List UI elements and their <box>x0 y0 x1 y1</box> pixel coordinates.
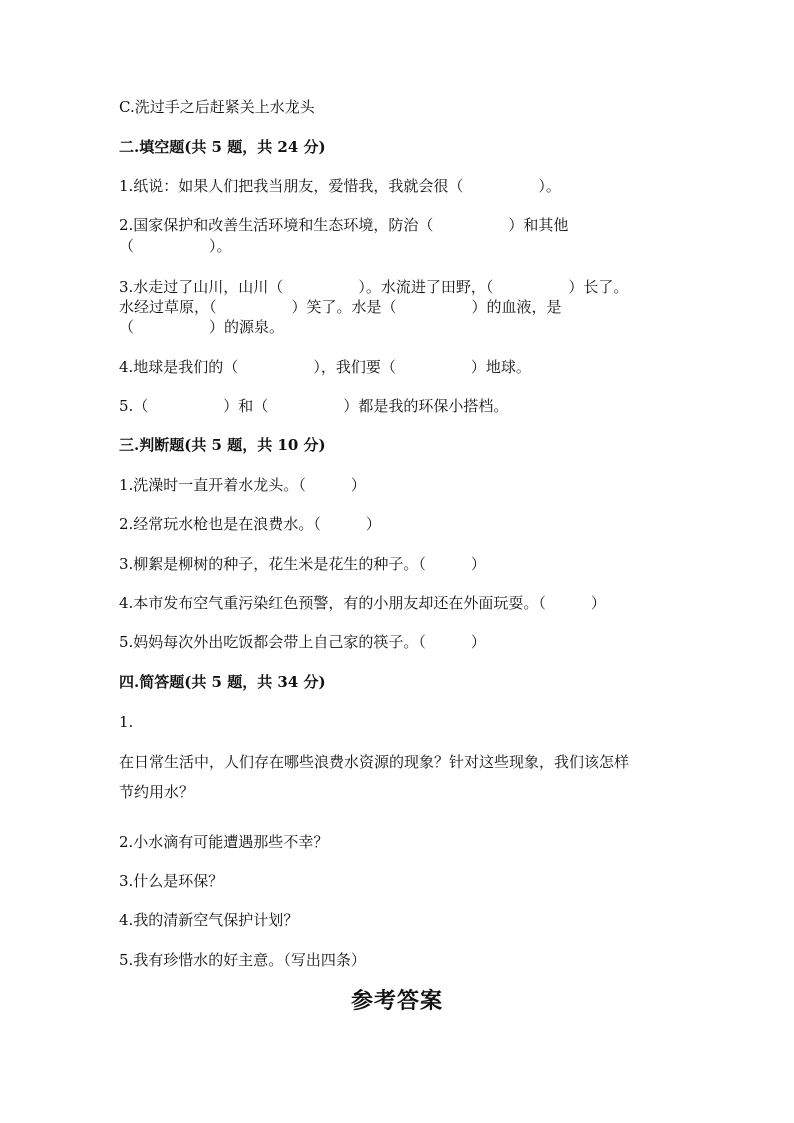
fill-question-3-line-2: 水经过草原，（ ）笑了。水是（ ）的血液，是 <box>119 298 562 316</box>
judge-question-4: 4.本市发布空气重污染红色预警，有的小朋友却还在外面玩耍。（ ） <box>119 594 606 612</box>
answer-key-title: 参考答案 <box>350 988 443 1014</box>
short-answer-2: 2.小水滴有可能遭遇那些不幸？ <box>119 833 329 851</box>
short-answer-4: 4.我的清新空气保护计划？ <box>119 911 299 929</box>
section-2-title: 二.填空题(共 5 题，共 24 分) <box>119 138 326 156</box>
fill-question-3-line-1: 3.水走过了山川，山川（ ）。水流进了田野，（ ）长了。 <box>119 278 629 296</box>
fill-question-4: 4.地球是我们的（ ），我们要（ ）地球。 <box>119 358 531 376</box>
fill-question-3-line-3: （ ）的源泉。 <box>119 318 285 336</box>
fill-question-5: 5.（ ）和（ ）都是我的环保小搭档。 <box>119 397 509 415</box>
section-4-title: 四.简答题(共 5 题，共 34 分) <box>119 673 326 691</box>
short-answer-1-line-2: 节约用水？ <box>119 783 195 801</box>
judge-question-2: 2.经常玩水枪也是在浪费水。（ ） <box>119 515 381 533</box>
short-answer-1-number: 1. <box>119 713 134 731</box>
fill-question-1: 1.纸说：如果人们把我当朋友，爱惜我，我就会很（ ）。 <box>119 177 561 195</box>
short-answer-1-line-1: 在日常生活中，人们存在哪些浪费水资源的现象？针对这些现象，我们该怎样 <box>119 753 630 771</box>
short-answer-3: 3.什么是环保？ <box>119 872 224 890</box>
judge-question-1: 1.洗澡时一直开着水龙头。（ ） <box>119 476 366 494</box>
section-3-title: 三.判断题(共 5 题，共 10 分) <box>119 436 326 454</box>
option-c: C.洗过手之后赶紧关上水龙头 <box>119 98 315 116</box>
fill-question-2-line-1: 2.国家保护和改善生活环境和生态环境，防治（ ）和其他 <box>119 216 569 234</box>
judge-question-3: 3.柳絮是柳树的种子，花生米是花生的种子。（ ） <box>119 555 486 573</box>
judge-question-5: 5.妈妈每次外出吃饭都会带上自己家的筷子。（ ） <box>119 633 486 651</box>
short-answer-5: 5.我有珍惜水的好主意。（写出四条） <box>119 951 366 969</box>
fill-question-2-line-2: （ ）。 <box>119 237 232 255</box>
